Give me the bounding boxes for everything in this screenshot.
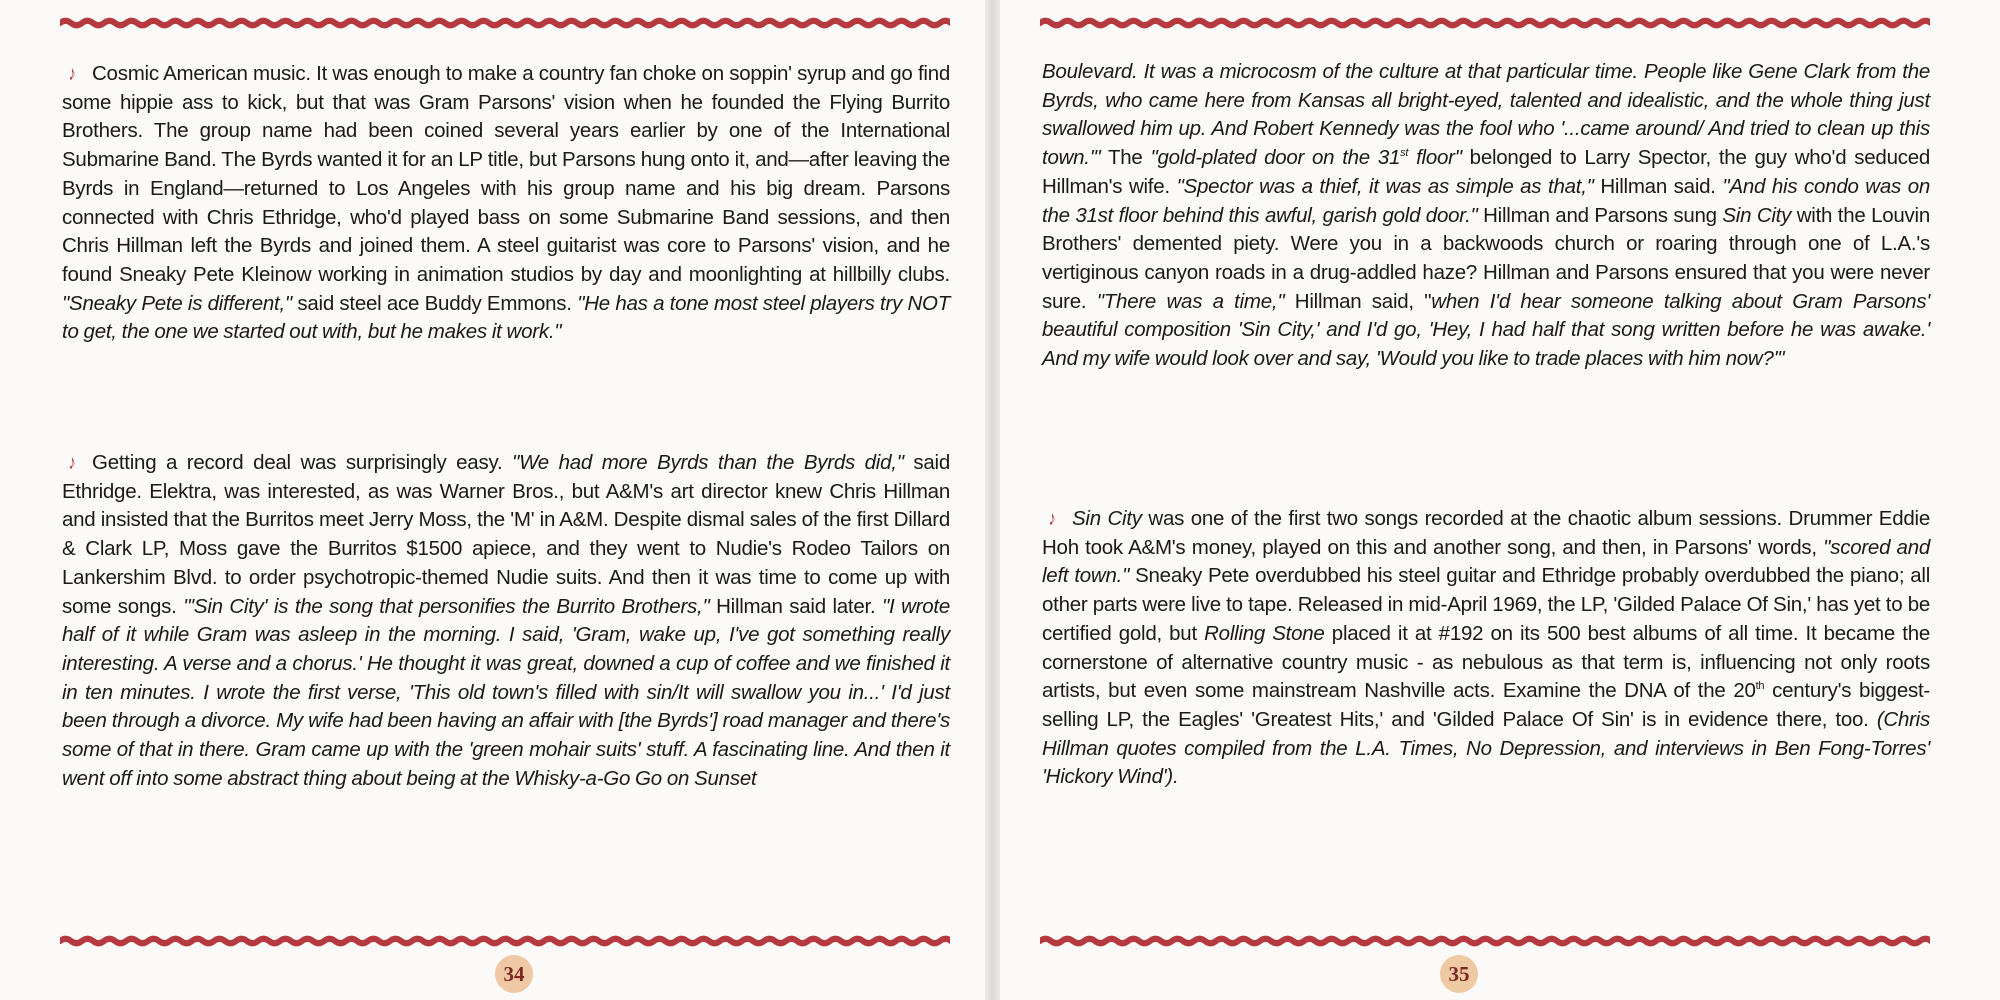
quote: "And his condo was on the 31st floor behind this awful, garish gold door." (1042, 174, 1931, 227)
quote: "We had more Byrds than the Byrds did," (512, 451, 904, 474)
text-span: Getting a record deal was surprisingly easy. (92, 451, 503, 474)
text-span: Hillman and Parsons sung (1483, 203, 1717, 227)
text-span: The (1107, 146, 1143, 170)
text-span: said steel ace Buddy Emmons. (297, 291, 572, 315)
wave-path (1040, 21, 1930, 26)
paragraph-continued (1042, 58, 1930, 374)
superscript: st (1400, 147, 1409, 160)
song-title: Sin City (1722, 203, 1792, 227)
page-number-badge: 35 (1440, 955, 1478, 993)
text-span: Hillman said later. (716, 594, 876, 618)
text-span: was one of the first two songs recorded at the chaotic album sessions. Drummer Eddie Hoh took A&M's money, played on this and another song, and then, in Parsons' words, (1042, 507, 1930, 559)
quote: "There was a time," (1096, 289, 1285, 313)
page-number-badge: 34 (495, 955, 533, 993)
quote-part: floor" (1416, 146, 1462, 170)
paragraph-2 (1042, 505, 1930, 792)
wave-path (60, 21, 950, 26)
quote: "I wrote half of it while Gram was asleep in the morning. I said, 'Gram, wake up, I've got something really interesting. A verse and a chorus.' He thought it was great, downed a cup of coffee and we finished it in ten minutes. I wrote the first verse, 'This old town's filled with sin/It will swallow you in...' I'd just been through a divorce. My wife had been having an affair with [the Byrds'] road manager and there's some of that in there. Gram came up with the 'green mohair suits' stuff. A fascinating line. And then it went off into some abstract thing about being at the Whisky-a-Go Go on Sunset (62, 594, 950, 790)
wave-path (1040, 939, 1930, 944)
book-gutter (985, 0, 1000, 1000)
wavy-border-top (60, 12, 950, 34)
music-note-icon: ♪ (1048, 507, 1056, 530)
paragraph-2 (62, 449, 950, 793)
quote: "Spector was a thief, it was as simple as that," (1176, 174, 1594, 198)
quote: "He has a tone most steel players try NOT to get, the one we started out with, but he makes it work." (62, 291, 951, 344)
music-note-icon: ♪ (68, 451, 76, 474)
text-span: said Ethridge. Elektra, was interested, as was Warner Bros., but A&M's art director knew Chris Hillman and insisted that the Burritos meet Jerry Moss, the 'M' in A&M. Despite dismal sales of the first Dillard & Clark LP, Moss gave the Burritos $1500 apiece, and they went to Nudie's Rodeo Tailors on Lankershim Blvd. to order psychotropic-themed Nudie suits. And then it was time to come up with some songs. (62, 451, 950, 618)
quote (1150, 146, 1461, 169)
song-title: Sin City (1072, 507, 1142, 530)
paragraph-1 (62, 60, 950, 347)
publication-title: Rolling Stone (1204, 621, 1325, 645)
wavy-border-bottom (1040, 930, 1930, 952)
text-span: with the Louvin Brothers' demented piety. Were you in a backwoods church or roaring through one of L.A.'s vertiginous canyon roads in a drug-addled haze? Hillman and Parsons ensured that you were never sure. (1042, 203, 1930, 313)
quote-part: "gold-plated door on the 31 (1150, 146, 1401, 170)
quote: "'Sin City' is the song that personifies the Burrito Brothers," (183, 594, 710, 618)
quote: when I'd hear someone talking about Gram Parsons' beautiful composition 'Sin City,' and I'd go, 'Hey, I had half that song written before he was awake.' And my wife would look over and say, 'Would you like to trade places with him now?'" (1042, 289, 1930, 371)
wavy-border-bottom (60, 930, 950, 952)
text-span: Hillman said. (1600, 174, 1716, 198)
music-note-icon: ♪ (68, 62, 76, 85)
text-part: placed it at #192 on its 500 best albums of all time. It became the cornerstone of alternative country music - as nebulous as that term is, influencing not only roots artists, but even some mainstream Nashville acts. Examine the DNA of the 20 (1042, 621, 1930, 703)
wave-path (60, 939, 950, 944)
text-part: century's biggest-selling LP, the Eagles' 'Greatest Hits,' and 'Gilded Palace Of Sin' is in evidence there, too. (1042, 679, 1930, 731)
text-span: Sneaky Pete overdubbed his steel guitar and Ethridge probably overdubbed the piano; all other parts were live to tape. Released in mid-April 1969, the LP, 'Gilded Palace Of Sin,' has yet to be certified gold, but (1042, 564, 1931, 645)
page-right (1000, 0, 2000, 1000)
wavy-border-top (1040, 12, 1930, 34)
quote: (Chris Hillman quotes compiled from the L.A. Times, No Depression, and interviews in Ben Fong-Torres' 'Hickory Wind'). (1042, 707, 1930, 789)
text-span: Cosmic American music. It was enough to make a country fan choke on soppin' syrup and go find some hippie ass to kick, but that was Gram Parsons' vision when he founded the Flying Burrito Brothers. The group name had been coined several years earlier by one of the International Submarine Band. The Byrds wanted it for an LP title, but Parsons hung onto it, and—after leaving the Byrds in England—returned to Los Angeles with his group name and his big dream. Parsons connected with Chris Ethridge, who'd played bass on some Submarine Band sessions, and then Chris Hillman left the Byrds and joined them. A steel guitarist was core to Parsons' vision, and he found Sneaky Pete Kleinow working in animation studios by day and moonlighting at hillbilly clubs. (62, 62, 950, 286)
page-left (0, 0, 985, 1000)
quote: "scored and left town." (1042, 535, 1930, 588)
text-span: Hillman said, " (1294, 289, 1432, 313)
superscript: th (1755, 680, 1765, 693)
quote: Boulevard. It was a microcosm of the culture at that particular time. People like Gene Clark from the Byrds, who came here from Kansas all bright-eyed, talented and idealistic, and the whole thing just swallowed him up. And Robert Kennedy was the fool who '...came around/ And tried to clean up this town.'" (1042, 60, 1930, 170)
text-span: belonged to Larry Spector, the guy who'd seduced Hillman's wife. (1042, 146, 1931, 198)
quote: "Sneaky Pete is different," (62, 291, 292, 315)
